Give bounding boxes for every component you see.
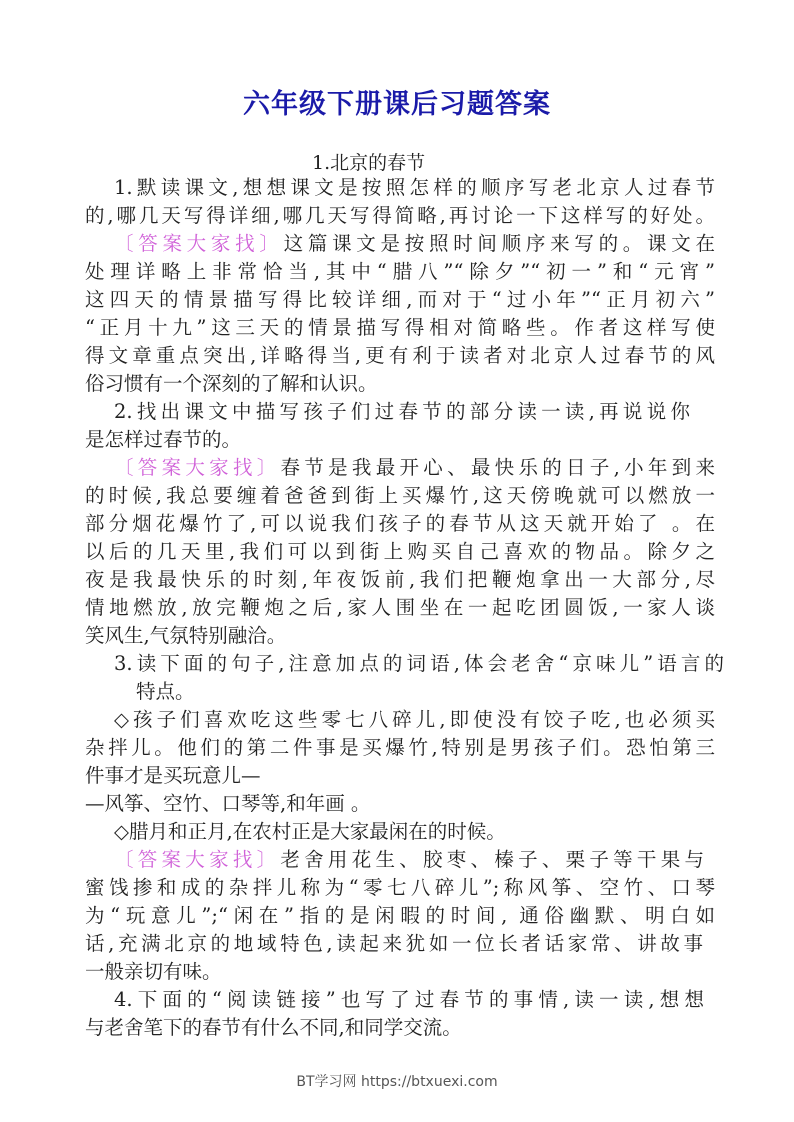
answer-label: 〔答案大家找〕: [114, 232, 284, 255]
answer-3: [114, 847, 704, 873]
quote-1: ◇孩子们喜欢吃这些零七八碎儿,即使没有饺子吃,也必须买: [114, 708, 715, 731]
text-line: 老舍用花生、胶枣、榛子、栗子等干果与: [280, 848, 704, 871]
question-1: 1.默读课文,想想课文是按照怎样的顺序写老北京人过春节: [114, 176, 715, 199]
lesson-heading: 1.北京的春节: [312, 152, 426, 174]
text-line: 一般亲切有味。: [85, 960, 222, 983]
question-3: 3.读下面的句子,注意加点的词语,体会老舍“京味儿”语言的: [114, 652, 724, 675]
text-line: 以后的几天里,我们可以到街上购买自己喜欢的物品。除夕之: [85, 540, 715, 563]
text-line: 话,充满北京的地域特色,读起来犹如一位长者话家常、讲故事: [85, 932, 703, 955]
text-line: 俗习惯有一个深刻的了解和认识。: [85, 372, 378, 395]
text-line: 的,哪几天写得详细,哪几天写得简略,再讨论一下这样写的好处。: [85, 204, 715, 227]
text-line: 这四天的情景描写得比较详细,而对于“过小年”“正月初六”: [85, 288, 715, 311]
text-line: 夜是我最快乐的时刻,年夜饭前,我们把鞭炮拿出一大部分,尽: [85, 568, 715, 591]
text-line: 这篇课文是按照时间顺序来写的。课文在: [283, 232, 715, 255]
text-line: 件事才是买玩意儿—: [85, 764, 261, 787]
text-line: 得文章重点突出,详略得当,更有利于读者对北京人过春节的风: [85, 344, 715, 367]
answer-label: 〔答案大家找〕: [114, 456, 281, 479]
text-line: 杂拌儿。他们的第二件事是买爆竹,特别是男孩子们。恐怕第三: [85, 736, 715, 759]
text-line: 部分烟花爆竹了,可以说我们孩子的春节从这天就开始了 。在: [85, 512, 715, 535]
text-line: —风筝、空竹、口琴等,和年画 。: [85, 792, 371, 815]
text-line: 的时候,我总要缠着爸爸到街上买爆竹,这天傍晚就可以燃放一: [85, 484, 715, 507]
text-line: “正月十九”这三天的情景描写得相对简略些。作者这样写使: [85, 316, 715, 339]
question-2: 2.找出课文中描写孩子们过春节的部分读一读,再说说你: [114, 400, 690, 423]
text-line: 笑风生,气氛特别融洽。: [85, 624, 287, 647]
text-line: 春节是我最开心、最快乐的日子,小年到来: [280, 456, 715, 479]
quote-2: ◇腊月和正月,在农村正是大家最闲在的时候。: [114, 820, 506, 843]
question-4: 4.下面的“阅读链接”也写了过春节的事情,读一读,想想: [114, 988, 704, 1011]
text-line: 处理详略上非常恰当,其中“腊八”“除夕”“初一”和“元宵”: [85, 260, 715, 283]
text-line: 与老舍笔下的春节有什么不同,和同学交流。: [85, 1016, 462, 1039]
footer-watermark: BT学习网 https://btxuexi.com: [296, 1074, 498, 1090]
text-line: 是怎样过春节的。: [85, 428, 242, 451]
answer-2: [114, 455, 715, 481]
text-line: 特点。: [136, 680, 195, 703]
document-title: 六年级下册课后习题答案: [243, 89, 551, 120]
text-line: 蜜饯掺和成的杂拌儿称为“零七八碎儿”;称风筝、空竹、口琴: [85, 876, 715, 899]
text-line: 情地燃放,放完鞭炮之后,家人围坐在一起吃团圆饭,一家人谈: [85, 596, 715, 619]
answer-1: [114, 231, 715, 257]
text-line: 为“玩意儿”;“闲在”指的是闲暇的时间, 通俗幽默、明白如: [85, 904, 715, 927]
answer-label: 〔答案大家找〕: [114, 848, 281, 871]
